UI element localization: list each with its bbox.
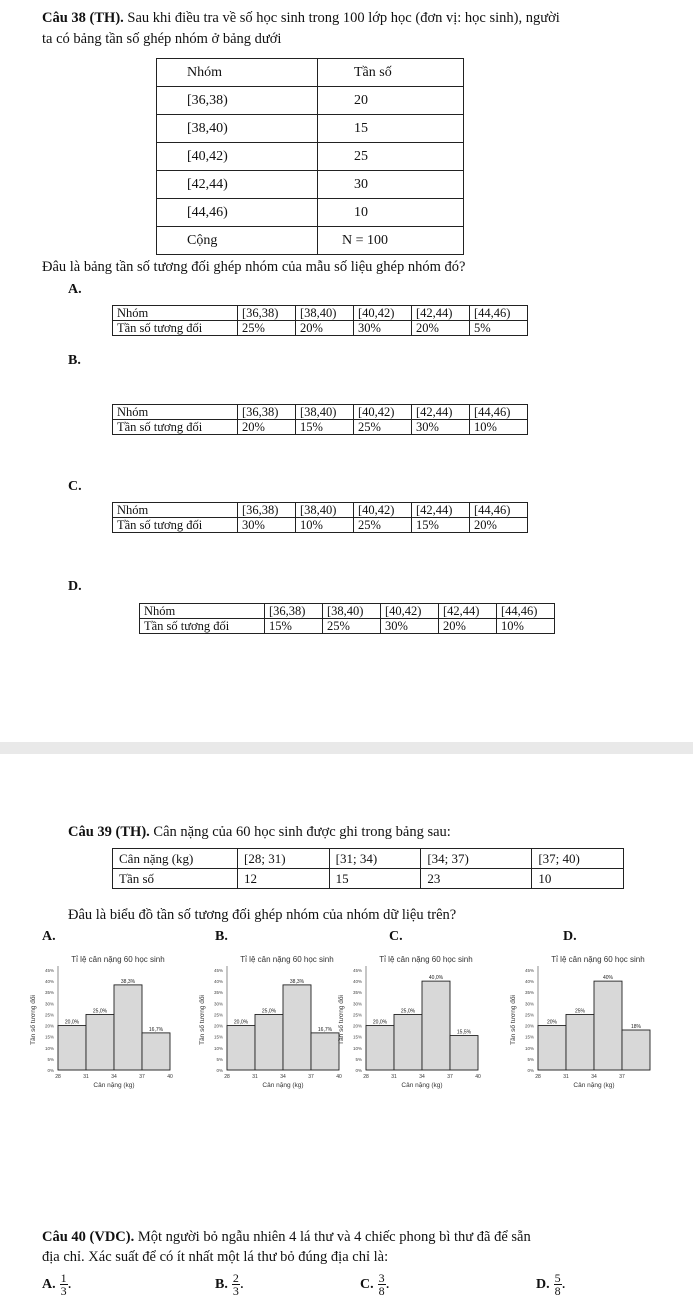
x-tick-label: 34 [591, 1074, 597, 1080]
y-axis-label: Tần số tương đối [199, 995, 206, 1045]
bar-value-label: 20,0% [372, 1019, 388, 1026]
table-row [157, 199, 464, 227]
y-tick-label: 25% [524, 1012, 534, 1018]
y-tick-label: 40% [213, 979, 223, 985]
q39-chart-a[interactable] [26, 952, 188, 1092]
q40-label: Câu 40 (VDC). [42, 1229, 135, 1245]
bar-value-label: 20,0% [233, 1019, 249, 1026]
x-axis-label: Cân nặng (kg) [262, 1082, 304, 1089]
table-cell: [44,46) [470, 405, 528, 420]
table-cell: [36,38) [238, 405, 296, 420]
table-cell: Cân nặng (kg) [113, 849, 238, 869]
histogram-bar [422, 981, 450, 1070]
y-tick-label: 45% [524, 968, 534, 973]
table-cell: [37; 40) [532, 849, 624, 869]
table-cell: 20% [412, 321, 470, 336]
table-cell: 15 [329, 869, 421, 889]
y-tick-label: 45% [352, 968, 362, 973]
table-cell: 20 [318, 87, 464, 115]
y-tick-label: 15% [524, 1034, 534, 1040]
q39-chart-b[interactable] [195, 952, 357, 1092]
table-cell: [36,38) [157, 87, 318, 115]
histogram-bar [594, 981, 622, 1070]
bar-value-label: 25% [574, 1008, 586, 1015]
table-cell: 20% [296, 321, 354, 336]
y-tick-label: 45% [44, 968, 54, 973]
denominator: 8 [378, 1284, 385, 1298]
y-tick-label: 5% [216, 1056, 223, 1062]
table-cell: [40,42) [157, 143, 318, 171]
table-cell: [42,44) [412, 405, 470, 420]
q40-option-c[interactable]: C. $\frac{3}{8}$ . [360, 1271, 390, 1298]
x-tick-label: 37 [447, 1074, 453, 1080]
y-tick-label: 0% [527, 1068, 534, 1073]
histogram-bar [366, 1026, 394, 1070]
table-cell: Nhóm [113, 306, 238, 321]
y-tick-label: 40% [352, 979, 362, 985]
x-tick-label: 40 [167, 1074, 173, 1080]
table-cell: 5% [470, 321, 528, 336]
x-axis-label: Cân nặng (kg) [93, 1082, 135, 1089]
histogram-bar [142, 1033, 170, 1070]
table-cell: 30% [412, 420, 470, 435]
table-cell: 20% [439, 619, 497, 634]
y-tick-label: 10% [524, 1045, 534, 1051]
table-header-row [157, 59, 464, 87]
table-row [157, 115, 464, 143]
table-cell: 25% [238, 321, 296, 336]
table-cell: 20% [470, 518, 528, 533]
table-cell: 25% [323, 619, 381, 634]
q38-intro [42, 8, 560, 28]
table-cell: [40,42) [354, 503, 412, 518]
q38-question: Đâu là bảng tần số tương đối ghép nhóm của mẫu số liệu ghép nhóm đó? [42, 259, 466, 275]
table-cell: [38,40) [296, 405, 354, 420]
numerator: 1 [60, 1271, 67, 1285]
table-row [157, 227, 464, 255]
y-tick-label: 5% [527, 1056, 534, 1062]
y-tick-label: 25% [213, 1012, 223, 1018]
chart-title: Tỉ lệ cân nặng 60 học sinh [71, 955, 165, 964]
bar-value-label: 40% [602, 975, 614, 982]
q38-text-1: Sau khi điều tra về số học sinh trong 100 lớp học (đơn vị: học sinh), người [123, 10, 560, 26]
q38-option-c-label[interactable]: C. [68, 479, 82, 494]
chart-title: Tỉ lệ cân nặng 60 học sinh [551, 955, 645, 964]
table-cell: Tần số tương đối [113, 518, 238, 533]
histogram-bar [255, 1014, 283, 1070]
table-cell: 10% [470, 420, 528, 435]
table-cell: 10% [497, 619, 555, 634]
histogram-bar [86, 1014, 114, 1070]
table-cell: Nhóm [113, 503, 238, 518]
y-tick-label: 20% [213, 1023, 223, 1029]
fraction [378, 1272, 386, 1297]
denominator: 8 [554, 1284, 561, 1298]
q38-option-b-label[interactable]: B. [68, 353, 81, 368]
y-tick-label: 30% [213, 1001, 223, 1007]
y-axis-label: Tần số tương đối [510, 995, 517, 1045]
q40-option-c-label: C. [360, 1277, 374, 1293]
q39-option-c-label[interactable]: C. [389, 929, 403, 944]
q38-option-d-label[interactable]: D. [68, 579, 82, 594]
table-cell: Nhóm [157, 59, 318, 87]
q40-option-d-label: D. [536, 1277, 550, 1293]
y-axis-label: Tần số tương đối [30, 995, 37, 1045]
y-tick-label: 40% [44, 979, 54, 985]
bar-value-label: 25,0% [92, 1008, 108, 1015]
table-cell: [40,42) [381, 604, 439, 619]
q39-option-d-label[interactable]: D. [563, 929, 577, 944]
y-tick-label: 30% [352, 1001, 362, 1007]
table-cell: [34; 37) [421, 849, 532, 869]
x-tick-label: 28 [363, 1074, 369, 1080]
table-cell: [44,46) [157, 199, 318, 227]
q39-chart-c[interactable] [334, 952, 496, 1092]
q40-text-2: địa chỉ. Xác suất để có ít nhất một lá thư bỏ đúng địa chỉ là: [42, 1249, 389, 1265]
q39-option-b-label[interactable]: B. [215, 929, 228, 944]
y-tick-label: 5% [47, 1056, 54, 1062]
chart-title: Tỉ lệ cân nặng 60 học sinh [240, 955, 334, 964]
table-cell: 15% [265, 619, 323, 634]
table-row [113, 849, 624, 869]
table-row [140, 619, 555, 634]
x-tick-label: 37 [619, 1074, 625, 1080]
bar-value-label: 20,0% [64, 1019, 80, 1026]
x-axis-label: Cân nặng (kg) [401, 1082, 443, 1089]
table-cell: 15% [296, 420, 354, 435]
x-tick-label: 37 [308, 1074, 314, 1080]
table-cell: 15 [318, 115, 464, 143]
table-row [113, 321, 528, 336]
q38-label: Câu 38 (TH). [42, 10, 124, 26]
q38-frequency-table [156, 58, 464, 255]
y-tick-label: 5% [355, 1056, 362, 1062]
q40-option-a-label: A. [42, 1277, 56, 1293]
chart-title: Tỉ lệ cân nặng 60 học sinh [379, 955, 473, 964]
table-cell: [28; 31) [238, 849, 330, 869]
table-cell: Cộng [157, 227, 318, 255]
y-tick-label: 0% [216, 1068, 223, 1073]
table-row [113, 420, 528, 435]
q38-text-2: ta có bảng tần số ghép nhóm ở bảng dưới [42, 31, 282, 47]
table-cell: [44,46) [470, 503, 528, 518]
y-tick-label: 10% [352, 1045, 362, 1051]
numerator: 3 [378, 1271, 385, 1285]
q40-option-b[interactable]: B. $\frac{2}{3}$ . [215, 1271, 244, 1298]
y-tick-label: 15% [44, 1034, 54, 1040]
bar-value-label: 25,0% [261, 1008, 277, 1015]
y-tick-label: 20% [524, 1023, 534, 1029]
table-cell: [36,38) [238, 503, 296, 518]
q38-option-b-table[interactable] [112, 404, 528, 435]
q39-chart-d[interactable] [506, 952, 668, 1092]
histogram-bar [227, 1026, 255, 1070]
histogram-bar [283, 985, 311, 1070]
q40-option-a[interactable]: A. $\frac{1}{3}$ . [42, 1271, 72, 1298]
table-cell: [38,40) [296, 503, 354, 518]
fraction [232, 1272, 240, 1297]
table-cell: Nhóm [140, 604, 265, 619]
bar-value-label: 38,3% [289, 978, 305, 985]
table-cell: 30% [238, 518, 296, 533]
table-cell: [42,44) [412, 503, 470, 518]
q39-question: Đâu là biểu đồ tần số tương đối ghép nhóm của nhóm dữ liệu trên? [68, 907, 457, 923]
y-tick-label: 25% [352, 1012, 362, 1018]
bar-value-label: 40,0% [428, 975, 444, 982]
table-cell: [44,46) [470, 306, 528, 321]
q39-weight-table [112, 848, 624, 889]
y-tick-label: 20% [44, 1023, 54, 1029]
table-row [113, 518, 528, 533]
numerator: 5 [554, 1271, 561, 1285]
table-cell: 20% [238, 420, 296, 435]
y-tick-label: 35% [44, 990, 54, 996]
y-tick-label: 15% [352, 1034, 362, 1040]
table-row [157, 171, 464, 199]
table-row [157, 143, 464, 171]
table-cell: 15% [412, 518, 470, 533]
table-cell: 25% [354, 518, 412, 533]
table-cell: 30 [318, 171, 464, 199]
y-tick-label: 45% [213, 968, 223, 973]
table-cell: [36,38) [238, 306, 296, 321]
x-tick-label: 37 [139, 1074, 145, 1080]
table-cell: [38,40) [157, 115, 318, 143]
table-cell: Tần số [318, 59, 464, 87]
table-cell: Tần số tương đối [113, 321, 238, 336]
table-cell: [42,44) [439, 604, 497, 619]
y-tick-label: 35% [352, 990, 362, 996]
bar-value-label: 25,0% [400, 1008, 416, 1015]
x-tick-label: 40 [475, 1074, 481, 1080]
y-tick-label: 10% [44, 1045, 54, 1051]
y-tick-label: 30% [44, 1001, 54, 1007]
denominator: 3 [232, 1284, 239, 1298]
table-cell: Tần số tương đối [113, 420, 238, 435]
table-cell: [36,38) [265, 604, 323, 619]
bar-value-label: 15,5% [456, 1029, 472, 1036]
numerator: 2 [232, 1271, 239, 1285]
q39-option-a-label[interactable]: A. [42, 929, 56, 944]
q39-label: Câu 39 (TH). [68, 824, 150, 840]
x-tick-label: 34 [280, 1074, 286, 1080]
bar-value-label: 38,3% [120, 978, 136, 985]
table-cell: [31; 34) [329, 849, 421, 869]
table-row [113, 503, 528, 518]
q40-option-d[interactable]: D. $\frac{5}{8}$ . [536, 1271, 566, 1298]
histogram-bar [566, 1014, 594, 1070]
q38-option-a-label[interactable]: A. [68, 282, 82, 297]
y-tick-label: 25% [44, 1012, 54, 1018]
histogram-bar [58, 1026, 86, 1070]
table-row [113, 869, 624, 889]
y-tick-label: 20% [352, 1023, 362, 1029]
bar-value-label: 18% [630, 1024, 642, 1030]
y-tick-label: 35% [524, 990, 534, 996]
table-cell: Tần số tương đối [140, 619, 265, 634]
denominator: 3 [60, 1284, 67, 1298]
x-axis-label: Cân nặng (kg) [573, 1082, 615, 1089]
x-tick-label: 28 [55, 1074, 61, 1080]
x-tick-label: 28 [224, 1074, 230, 1080]
bar-value-label: 16,7% [148, 1026, 164, 1033]
table-cell: 25% [354, 420, 412, 435]
q38-option-d-table[interactable] [139, 603, 555, 634]
y-tick-label: 0% [355, 1068, 362, 1073]
q38-option-a-table[interactable] [112, 305, 528, 336]
histogram-bar [538, 1026, 566, 1070]
table-row [157, 87, 464, 115]
table-cell: Tần số [113, 869, 238, 889]
x-tick-label: 31 [252, 1074, 258, 1080]
table-row [140, 604, 555, 619]
table-cell: 12 [238, 869, 330, 889]
table-cell: [42,44) [412, 306, 470, 321]
table-cell: Nhóm [113, 405, 238, 420]
fraction [60, 1272, 68, 1297]
q39-intro [68, 822, 451, 842]
table-cell: [38,40) [296, 306, 354, 321]
histogram-bar [114, 985, 142, 1070]
table-cell: 23 [421, 869, 532, 889]
x-tick-label: 31 [391, 1074, 397, 1080]
fraction [554, 1272, 562, 1297]
q40-text-1: Một người bỏ ngẫu nhiên 4 lá thư và 4 chiếc phong bì thư đã để sẵn [134, 1229, 531, 1245]
page-separator [0, 742, 693, 754]
x-tick-label: 40 [336, 1074, 342, 1080]
table-cell: [42,44) [157, 171, 318, 199]
histogram-bar [450, 1036, 478, 1070]
table-cell: 10 [318, 199, 464, 227]
table-row [113, 405, 528, 420]
table-cell: N = 100 [318, 227, 464, 255]
x-tick-label: 34 [419, 1074, 425, 1080]
y-tick-label: 0% [47, 1068, 54, 1073]
table-cell: 25 [318, 143, 464, 171]
q39-text: Cân nặng của 60 học sinh được ghi trong bảng sau: [149, 824, 451, 840]
histogram-bar [622, 1030, 650, 1070]
y-tick-label: 15% [213, 1034, 223, 1040]
x-tick-label: 34 [111, 1074, 117, 1080]
y-axis-label: Tần số tương đối [338, 995, 345, 1045]
x-tick-label: 31 [83, 1074, 89, 1080]
q40-intro [42, 1227, 531, 1247]
y-tick-label: 35% [213, 990, 223, 996]
y-tick-label: 10% [213, 1045, 223, 1051]
table-cell: [38,40) [323, 604, 381, 619]
q38-option-c-table[interactable] [112, 502, 528, 533]
table-cell: 10 [532, 869, 624, 889]
table-cell: 10% [296, 518, 354, 533]
y-tick-label: 30% [524, 1001, 534, 1007]
table-cell: 30% [381, 619, 439, 634]
q40-option-b-label: B. [215, 1277, 228, 1293]
bar-value-label: 16,7% [317, 1026, 333, 1033]
table-cell: [44,46) [497, 604, 555, 619]
table-cell: [40,42) [354, 306, 412, 321]
table-cell: 30% [354, 321, 412, 336]
y-tick-label: 40% [524, 979, 534, 985]
table-row [113, 306, 528, 321]
histogram-bar [394, 1014, 422, 1070]
table-cell: [40,42) [354, 405, 412, 420]
x-tick-label: 31 [563, 1074, 569, 1080]
x-tick-label: 28 [535, 1074, 541, 1080]
bar-value-label: 20% [546, 1019, 558, 1026]
